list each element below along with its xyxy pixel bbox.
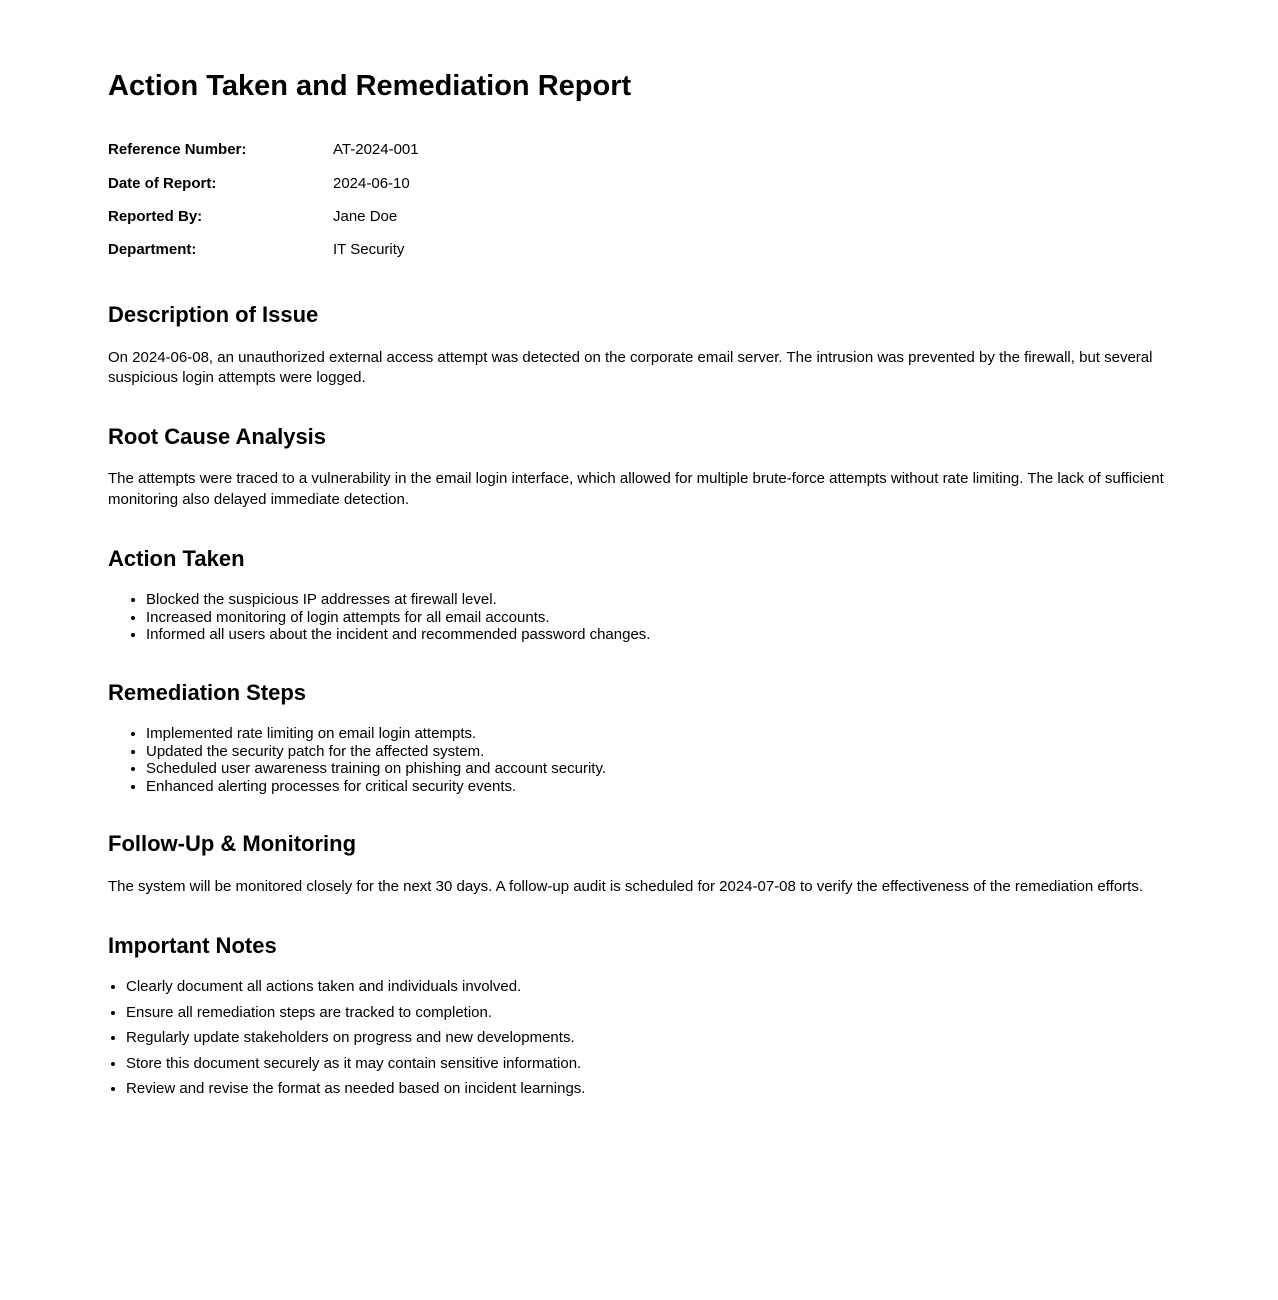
metadata-value: AT-2024-001 (333, 141, 419, 159)
section-heading-important-notes: Important Notes (108, 932, 277, 958)
metadata-table (108, 133, 419, 266)
section-paragraph: The system will be monitored closely for the next 30 days. A follow-up audit is scheduled for 2024-07-08 to verify the effectiveness of the remediation efforts. (108, 877, 1143, 895)
metadata-label: Department: (108, 241, 197, 259)
section-root-cause-analysis (108, 424, 1170, 510)
metadata-row-department (108, 233, 419, 266)
list-item: • Ensure all remediation steps are tracked to completion. (126, 1004, 1170, 1022)
section-paragraph: The attempts were traced to a vulnerability in the email login interface, which allowed for multiple brute-force attempts without rate limiting. The lack of sufficient monitoring also delayed immediate detection. (108, 470, 1164, 508)
section-follow-up-monitoring (108, 831, 1170, 897)
list-item: • Informed all users about the incident and recommended password changes. (146, 626, 1170, 644)
list-item: • Implemented rate limiting on email login attempts. (146, 725, 1170, 743)
section-heading-root-cause-analysis: Root Cause Analysis (108, 424, 327, 450)
report-title: Action Taken and Remediation Report (108, 70, 632, 102)
section-action-taken (108, 546, 1170, 644)
metadata-row-date-of-report (108, 167, 419, 200)
list-item: • Store this document securely as it may contain sensitive information. (126, 1055, 1170, 1073)
remediation-steps-list (108, 725, 1170, 795)
section-heading-follow-up-monitoring: Follow-Up & Monitoring (108, 831, 357, 857)
list-item: • Enhanced alerting processes for critical security events. (146, 778, 1170, 796)
list-item: • Review and revise the format as needed based on incident learnings. (126, 1080, 1170, 1098)
section-heading-action-taken: Action Taken (108, 545, 245, 571)
metadata-label: Reference Number: (108, 141, 247, 159)
section-heading-remediation-steps: Remediation Steps (108, 679, 307, 705)
metadata-value: Jane Doe (333, 207, 398, 225)
section-description-of-issue (108, 302, 1170, 388)
action-taken-list (108, 591, 1170, 644)
list-item: • Updated the security patch for the affected system. (146, 743, 1170, 761)
metadata-row-reference-number (108, 133, 419, 166)
list-item: • Clearly document all actions taken and individuals involved. (126, 978, 1170, 996)
section-heading-description-of-issue: Description of Issue (108, 302, 319, 328)
metadata-label: Reported By: (108, 207, 203, 225)
list-item: • Increased monitoring of login attempts for all email accounts. (146, 609, 1170, 627)
section-remediation-steps (108, 680, 1170, 795)
section-paragraph: On 2024-06-08, an unauthorized external access attempt was detected on the corporate email server. The intrusion was prevented by the firewall, but several suspicious login attempts were logged. (108, 348, 1153, 386)
list-item: • Blocked the suspicious IP addresses at firewall level. (146, 591, 1170, 609)
metadata-label: Date of Report: (108, 174, 217, 192)
list-item: • Regularly update stakeholders on progress and new developments. (126, 1029, 1170, 1047)
important-notes-list (108, 978, 1170, 1098)
list-item: • Scheduled user awareness training on phishing and account security. (146, 760, 1170, 778)
section-important-notes (108, 933, 1170, 1098)
metadata-value: 2024-06-10 (333, 174, 410, 192)
metadata-value: IT Security (333, 241, 405, 259)
metadata-row-reported-by (108, 200, 419, 233)
